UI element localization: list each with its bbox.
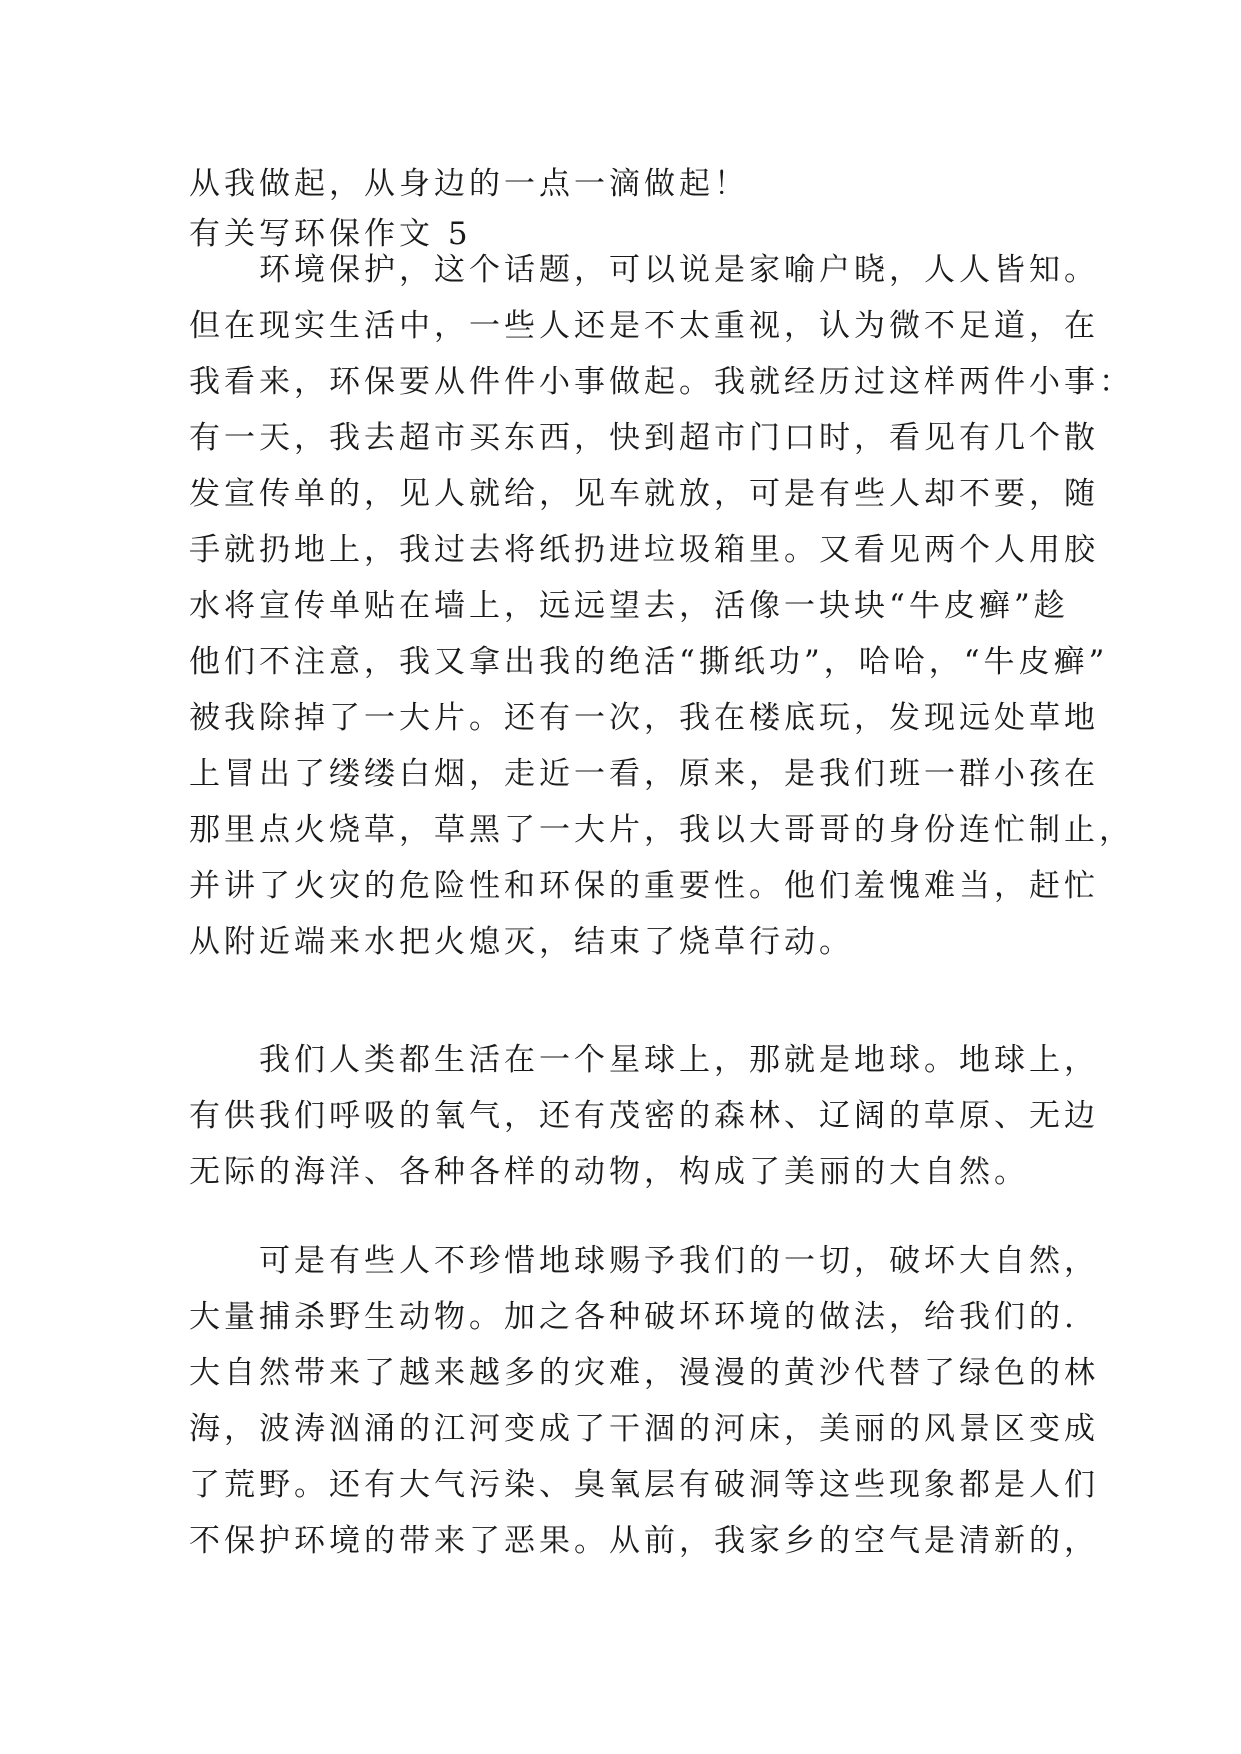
paragraph-line: 发宣传单的，见人就给，见车就放，可是有些人却不要，随: [189, 476, 1099, 512]
closing-line: 从我做起，从身边的一点一滴做起！: [189, 166, 749, 202]
paragraph-line: 大量捕杀野生动物。加之各种破坏环境的做法，给我们的.: [189, 1299, 1078, 1335]
paragraph-line: 我看来，环保要从件件小事做起。我就经历过这样两件小事：: [189, 364, 1134, 400]
paragraph-line: 不保护环境的带来了恶果。从前，我家乡的空气是清新的，: [189, 1523, 1099, 1559]
paragraph-line: 海，波涛汹涌的江河变成了干涸的河床，美丽的风景区变成: [189, 1411, 1099, 1447]
paragraph-1: [189, 242, 1134, 970]
paragraph-line: 从附近端来水把火熄灭，结束了烧草行动。: [189, 924, 854, 960]
paragraph-line: 可是有些人不珍惜地球赐予我们的一切，破坏大自然，: [189, 1243, 1099, 1279]
paragraph-line: 被我除掉了一大片。还有一次，我在楼底玩，发现远处草地: [189, 700, 1099, 736]
paragraph-line: 并讲了火灾的危险性和环保的重要性。他们羞愧难当，赶忙: [189, 868, 1099, 904]
paragraph-line: 手就扔地上，我过去将纸扔进垃圾箱里。又看见两个人用胶: [189, 532, 1099, 568]
paragraph-line: 环境保护，这个话题，可以说是家喻户晓，人人皆知。: [189, 252, 1099, 288]
paragraph-line: 大自然带来了越来越多的灾难，漫漫的黄沙代替了绿色的林: [189, 1355, 1099, 1391]
paragraph-line: 有供我们呼吸的氧气，还有茂密的森林、辽阔的草原、无边: [189, 1098, 1099, 1134]
paragraph-line: 他们不注意，我又拿出我的绝活“撕纸功”，哈哈，“牛皮癣”: [189, 644, 1109, 680]
paragraph-line: 但在现实生活中，一些人还是不太重视，认为微不足道，在: [189, 308, 1099, 344]
paragraph-line: 无际的海洋、各种各样的动物，构成了美丽的大自然。: [189, 1154, 1029, 1190]
paragraph-line: 上冒出了缕缕白烟，走近一看，原来，是我们班一群小孩在: [189, 756, 1099, 792]
paragraph-3: [189, 1233, 1099, 1569]
paragraph-line: 了荒野。还有大气污染、臭氧层有破洞等这些现象都是人们: [189, 1467, 1099, 1503]
section-title: 有关写环保作文 5: [189, 216, 472, 252]
paragraph-line: 水将宣传单贴在墙上，远远望去，活像一块块“牛皮癣”趁: [189, 588, 1069, 624]
paragraph-2: [189, 1032, 1099, 1200]
paragraph-line: 有一天，我去超市买东西，快到超市门口时，看见有几个散: [189, 420, 1099, 456]
paragraph-line: 那里点火烧草，草黑了一大片，我以大哥哥的身份连忙制止，: [189, 812, 1134, 848]
paragraph-line: 我们人类都生活在一个星球上，那就是地球。地球上，: [189, 1042, 1099, 1078]
